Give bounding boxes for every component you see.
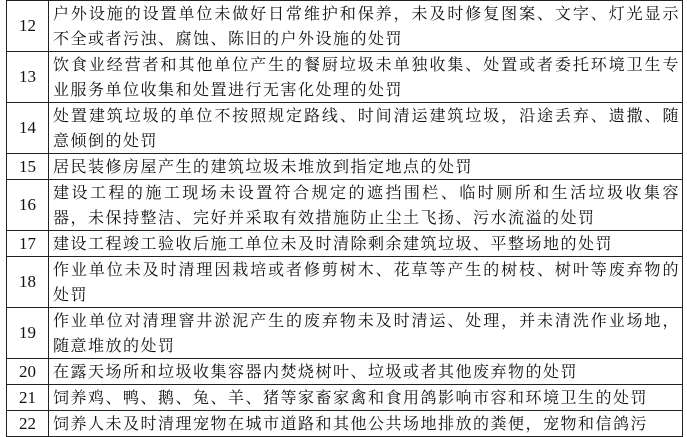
row-description: 饲养人未及时清理宠物在城市道路和其他公共场地排放的粪便，宠物和信鸽污 bbox=[49, 411, 683, 437]
row-description: 建设工程的施工现场未设置符合规定的遮挡围栏、临时厕所和生活垃圾收集容器，未保持整洁、完好并采取有效措施防止尘土飞扬、污水流溢的处罚 bbox=[49, 180, 683, 231]
row-description: 作业单位对清理窨井淤泥产生的废弃物未及时清运、处理，并未清洗作业场地，随意堆放的处罚 bbox=[49, 308, 683, 359]
row-description: 处置建筑垃圾的单位不按照规定路线、时间清运建筑垃圾，沿途丢弃、遗撒、随意倾倒的处罚 bbox=[49, 103, 683, 154]
table-row bbox=[7, 257, 683, 308]
row-description: 饲养鸡、鸭、鹅、兔、羊、猪等家畜家禽和食用鸽影响市容和环境卫生的处罚 bbox=[49, 385, 683, 411]
row-description: 居民装修房屋产生的建筑垃圾未堆放到指定地点的处罚 bbox=[49, 154, 683, 180]
row-number: 17 bbox=[7, 231, 49, 257]
regulation-table bbox=[6, 0, 683, 437]
row-number: 21 bbox=[7, 385, 49, 411]
row-number: 13 bbox=[7, 52, 49, 103]
row-number: 19 bbox=[7, 308, 49, 359]
table-row bbox=[7, 411, 683, 437]
row-number: 12 bbox=[7, 1, 49, 52]
row-description: 在露天场所和垃圾收集容器内焚烧树叶、垃圾或者其他废弃物的处罚 bbox=[49, 359, 683, 385]
row-number: 20 bbox=[7, 359, 49, 385]
row-number: 22 bbox=[7, 411, 49, 437]
table-row bbox=[7, 385, 683, 411]
table-row bbox=[7, 308, 683, 359]
table-row bbox=[7, 359, 683, 385]
table-row bbox=[7, 231, 683, 257]
table-row bbox=[7, 1, 683, 52]
row-number: 15 bbox=[7, 154, 49, 180]
row-description: 户外设施的设置单位未做好日常维护和保养，未及时修复图案、文字、灯光显示不全或者污浊、腐蚀、陈旧的户外设施的处罚 bbox=[49, 1, 683, 52]
row-number: 14 bbox=[7, 103, 49, 154]
table-row bbox=[7, 180, 683, 231]
row-description: 建设工程竣工验收后施工单位未及时清除剩余建筑垃圾、平整场地的处罚 bbox=[49, 231, 683, 257]
row-number: 16 bbox=[7, 180, 49, 231]
table-row bbox=[7, 103, 683, 154]
row-description: 饮食业经营者和其他单位产生的餐厨垃圾未单独收集、处置或者委托环境卫生专业服务单位收集和处置进行无害化处理的处罚 bbox=[49, 52, 683, 103]
table-row bbox=[7, 52, 683, 103]
row-description: 作业单位未及时清理因栽培或者修剪树木、花草等产生的树枝、树叶等废弃物的处罚 bbox=[49, 257, 683, 308]
table-row bbox=[7, 154, 683, 180]
row-number: 18 bbox=[7, 257, 49, 308]
